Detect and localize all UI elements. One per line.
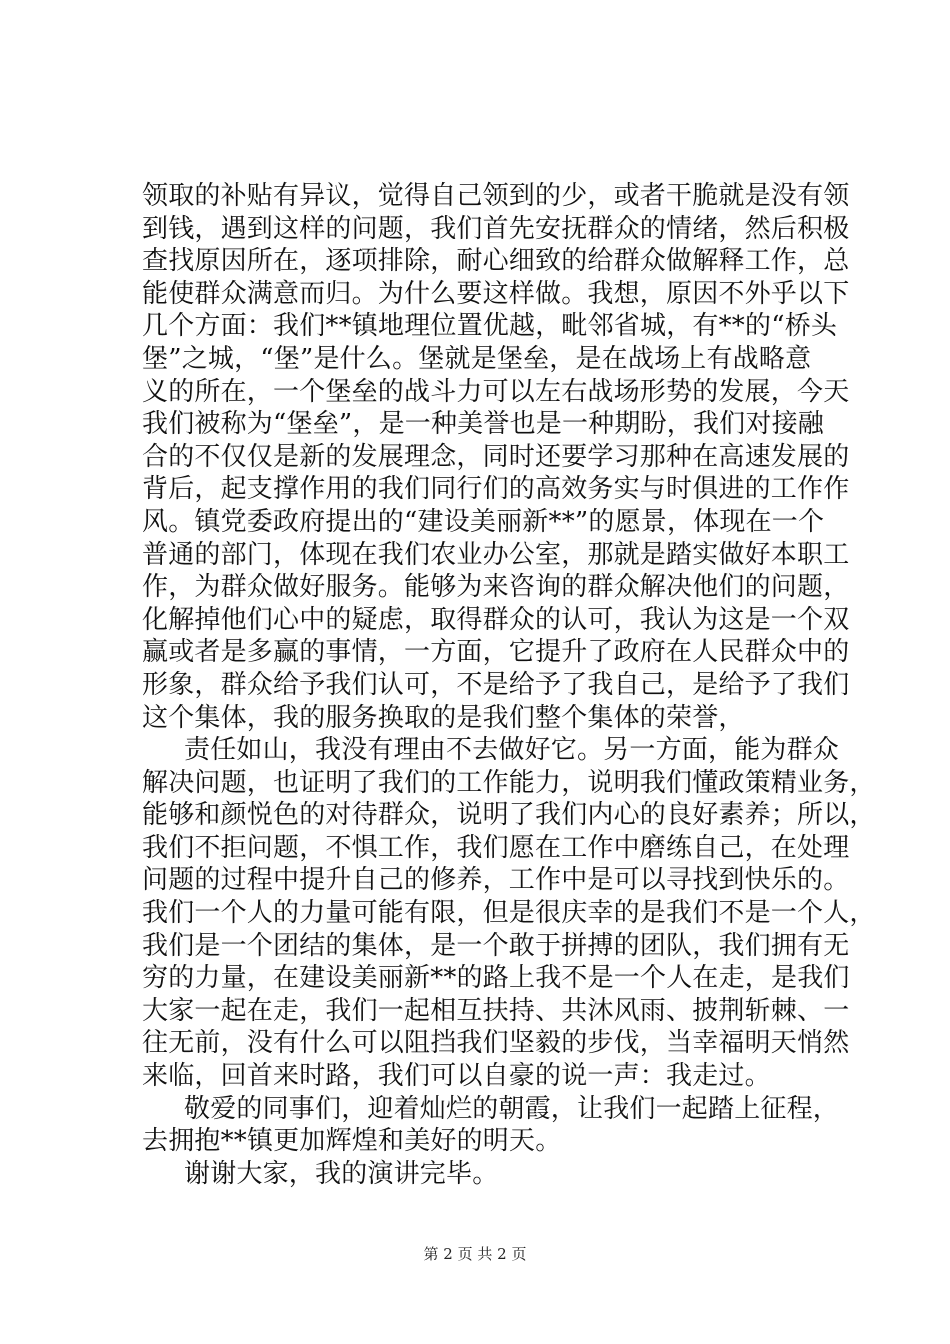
text-line: 来临，回首来时路，我们可以自豪的说一声：我走过。 [142, 1061, 771, 1092]
text-line: 我们不拒问题，不惧工作，我们愿在工作中磨练自己，在处理 [142, 832, 850, 863]
text-line: 化解掉他们心中的疑虑，取得群众的认可，我认为这是一个双 [142, 604, 850, 635]
text-line: 问题的过程中提升自己的修养，工作中是可以寻找到快乐的。 [142, 865, 850, 896]
text-line: 我们一个人的力量可能有限，但是很庆幸的是我们不是一个人， [142, 898, 876, 929]
text-line: 查找原因所在，逐项排除，耐心细致的给群众做解释工作，总 [142, 246, 850, 277]
text-line: 作，为群众做好服务。能够为来咨询的群众解决他们的问题， [142, 572, 850, 603]
text-line: 风。镇党委政府提出的“建设美丽新**”的愿景，体现在一个 [142, 506, 825, 537]
text-line: 义的所在，一个堡垒的战斗力可以左右战场形势的发展，今天 [142, 376, 850, 407]
text-line: 解决问题，也证明了我们的工作能力，说明我们懂政策精业务， [142, 767, 876, 798]
text-line: 背后，起支撑作用的我们同行们的高效务实与时俱进的工作作 [142, 474, 850, 505]
page-number-footer: 第 2 页 共 2 页 [423, 1245, 527, 1263]
text-line: 形象，群众给予我们认可，不是给予了我自己，是给予了我们 [142, 669, 850, 700]
paragraph-start-line: 敬爱的同事们，迎着灿烂的朝霞，让我们一起踏上征程， [184, 1093, 840, 1124]
text-line: 合的不仅仅是新的发展理念，同时还要学习那种在高速发展的 [142, 441, 850, 472]
text-line: 往无前，没有什么可以阻挡我们坚毅的步伐，当幸福明天悄然 [142, 1028, 850, 1059]
closing-line: 谢谢大家，我的演讲完毕。 [184, 1158, 499, 1189]
text-line: 去拥抱**镇更加辉煌和美好的明天。 [142, 1126, 562, 1157]
text-line: 到钱，遇到这样的问题，我们首先安抚群众的情绪，然后积极 [142, 213, 850, 244]
text-line: 赢或者是多赢的事情，一方面，它提升了政府在人民群众中的 [142, 637, 850, 668]
text-line: 堡”之城，“堡”是什么。堡就是堡垒，是在战场上有战略意 [142, 343, 812, 374]
text-line: 这个集体，我的服务换取的是我们整个集体的荣誉， [142, 702, 745, 733]
text-line: 能够和颜悦色的对待群众，说明了我们内心的良好素养；所以， [142, 800, 876, 831]
paragraph-start-line: 责任如山，我没有理由不去做好它。另一方面，能为群众 [184, 735, 840, 766]
document-body [142, 180, 876, 1190]
text-line: 领取的补贴有异议，觉得自己领到的少，或者干脆就是没有领 [142, 181, 850, 211]
text-line: 几个方面：我们**镇地理位置优越，毗邻省城，有**的“桥头 [142, 311, 838, 342]
text-line: 普通的部门，体现在我们农业办公室，那就是踏实做好本职工 [142, 539, 850, 570]
text-line: 我们被称为“堡垒”，是一种美誉也是一种期盼，我们对接融 [142, 409, 824, 440]
text-line: 能使群众满意而归。为什么要这样做。我想，原因不外乎以下 [142, 278, 850, 309]
text-line: 大家一起在走，我们一起相互扶持、共沐风雨、披荆斩棘、一 [142, 995, 850, 1026]
text-line: 穷的力量，在建设美丽新**的路上我不是一个人在走，是我们 [142, 963, 850, 994]
text-line: 我们是一个团结的集体，是一个敢于拼搏的团队，我们拥有无 [142, 930, 850, 961]
